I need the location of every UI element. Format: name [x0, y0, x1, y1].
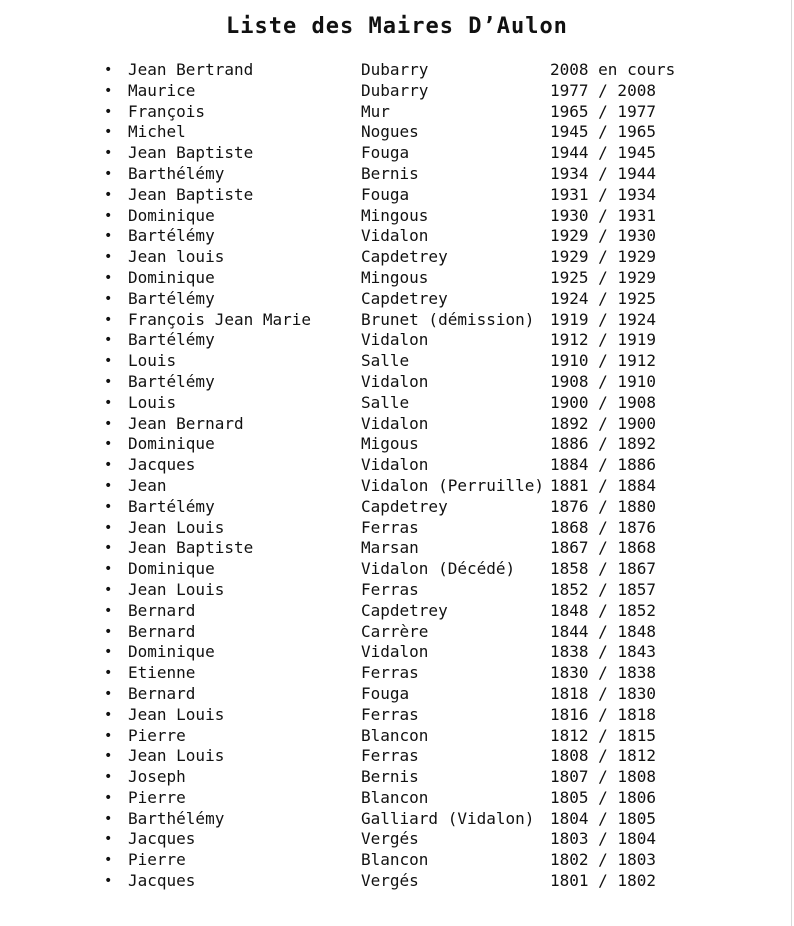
mayor-term-dates: 1884 / 1886 [550, 455, 656, 475]
bullet-icon: • [104, 228, 113, 245]
bullet-icon: • [104, 852, 113, 869]
mayor-last-name: Vidalon [361, 455, 429, 475]
mayor-term-dates: 1804 / 1805 [550, 808, 656, 828]
mayor-term-dates: 1910 / 1912 [550, 351, 656, 371]
mayor-last-name: Fouga [361, 184, 410, 204]
mayor-first-name: Jean Louis [128, 704, 225, 724]
mayor-term-dates: 1886 / 1892 [550, 434, 656, 454]
list-item [100, 60, 700, 81]
bullet-icon: • [104, 831, 113, 848]
list-item [100, 310, 700, 331]
list-item [100, 330, 700, 351]
list-item [100, 81, 700, 102]
mayor-first-name: Maurice [128, 80, 196, 100]
mayor-first-name: Jean Baptiste [128, 184, 254, 204]
page-title: Liste des Maires D’Aulon [226, 14, 568, 39]
mayor-term-dates: 1805 / 1806 [550, 787, 656, 807]
list-item [100, 642, 700, 663]
bullet-icon: • [104, 477, 113, 494]
mayor-last-name: Bernis [361, 163, 419, 183]
list-item [100, 372, 700, 393]
mayor-last-name: Blancon [361, 725, 429, 745]
mayor-last-name: Capdetrey [361, 600, 448, 620]
mayor-first-name: Jean Baptiste [128, 538, 254, 558]
list-item [100, 622, 700, 643]
bullet-icon: • [104, 62, 113, 78]
mayor-term-dates: 1944 / 1945 [550, 143, 656, 163]
mayor-first-name: Jean Baptiste [128, 143, 254, 163]
list-item [100, 206, 700, 227]
mayor-last-name: Vidalon [361, 413, 429, 433]
mayor-term-dates: 2008 en cours [550, 60, 676, 79]
mayor-first-name: Pierre [128, 725, 186, 745]
mayor-term-dates: 1925 / 1929 [550, 267, 656, 287]
list-item [100, 102, 700, 123]
mayor-last-name: Capdetrey [361, 247, 448, 267]
list-item [100, 476, 700, 497]
mayor-first-name: Jean Bertrand [128, 60, 254, 79]
mayor-first-name: Bartélémy [128, 330, 215, 350]
mayor-last-name: Salle [361, 351, 410, 371]
mayor-last-name: Brunet (démission) [361, 309, 535, 329]
bullet-icon: • [104, 124, 113, 141]
list-item [100, 538, 700, 559]
mayor-term-dates: 1801 / 1802 [550, 871, 656, 891]
mayor-term-dates: 1818 / 1830 [550, 683, 656, 703]
list-item [100, 497, 700, 518]
mayor-first-name: Jean Louis [128, 517, 225, 537]
list-item [100, 663, 700, 684]
mayor-last-name: Vidalon [361, 330, 429, 350]
mayor-term-dates: 1892 / 1900 [550, 413, 656, 433]
list-item [100, 601, 700, 622]
mayor-first-name: Louis [128, 392, 177, 412]
bullet-icon: • [104, 165, 113, 182]
mayor-first-name: François [128, 101, 206, 121]
mayor-last-name: Vidalon (Décédé) [361, 559, 516, 579]
mayor-term-dates: 1900 / 1908 [550, 392, 656, 412]
bullet-icon: • [104, 332, 113, 349]
bullet-icon: • [104, 290, 113, 307]
mayor-last-name: Capdetrey [361, 288, 448, 308]
mayor-term-dates: 1868 / 1876 [550, 517, 656, 537]
list-item [100, 850, 700, 871]
list-item [100, 559, 700, 580]
bullet-icon: • [104, 436, 113, 453]
mayor-term-dates: 1812 / 1815 [550, 725, 656, 745]
list-item [100, 143, 700, 164]
bullet-icon: • [104, 394, 113, 411]
bullet-icon: • [104, 207, 113, 224]
mayor-first-name: Barthélémy [128, 163, 225, 183]
bullet-icon: • [104, 789, 113, 806]
mayor-first-name: Jacques [128, 829, 196, 849]
mayor-last-name: Vergés [361, 829, 419, 849]
mayor-first-name: Jean Louis [128, 579, 225, 599]
mayor-term-dates: 1912 / 1919 [550, 330, 656, 350]
mayor-first-name: Dominique [128, 267, 215, 287]
list-item [100, 767, 700, 788]
mayor-last-name: Salle [361, 392, 410, 412]
mayor-term-dates: 1919 / 1924 [550, 309, 656, 329]
bullet-icon: • [104, 748, 113, 765]
mayor-term-dates: 1867 / 1868 [550, 538, 656, 558]
mayor-term-dates: 1816 / 1818 [550, 704, 656, 724]
mayor-first-name: Bartélémy [128, 288, 215, 308]
bullet-icon: • [104, 269, 113, 286]
list-item [100, 580, 700, 601]
mayor-first-name: Jean Louis [128, 746, 225, 766]
mayor-last-name: Dubarry [361, 60, 429, 79]
mayor-last-name: Mingous [361, 267, 429, 287]
mayor-last-name: Vidalon [361, 226, 429, 246]
mayor-term-dates: 1931 / 1934 [550, 184, 656, 204]
mayor-last-name: Vidalon [361, 371, 429, 391]
mayor-term-dates: 1876 / 1880 [550, 496, 656, 516]
list-item [100, 518, 700, 539]
mayor-first-name: Bernard [128, 600, 196, 620]
bullet-icon: • [104, 644, 113, 661]
mayor-first-name: Dominique [128, 434, 215, 454]
bullet-icon: • [104, 457, 113, 474]
mayor-first-name: Bartélémy [128, 226, 215, 246]
mayor-first-name: Louis [128, 351, 177, 371]
mayor-term-dates: 1945 / 1965 [550, 122, 656, 142]
bullet-icon: • [104, 249, 113, 266]
mayor-term-dates: 1852 / 1857 [550, 579, 656, 599]
mayor-last-name: Fouga [361, 143, 410, 163]
mayor-first-name: Bartélémy [128, 496, 215, 516]
mayor-first-name: Joseph [128, 767, 186, 787]
mayor-first-name: Pierre [128, 850, 186, 870]
mayor-term-dates: 1848 / 1852 [550, 600, 656, 620]
bullet-icon: • [104, 706, 113, 723]
mayor-last-name: Dubarry [361, 80, 429, 100]
mayor-first-name: François Jean Marie [128, 309, 312, 329]
mayor-term-dates: 1802 / 1803 [550, 850, 656, 870]
mayor-first-name: Barthélémy [128, 808, 225, 828]
mayor-first-name: Pierre [128, 787, 186, 807]
bullet-icon: • [104, 810, 113, 827]
bullet-icon: • [104, 540, 113, 557]
list-item [100, 434, 700, 455]
mayor-first-name: Jacques [128, 455, 196, 475]
mayor-last-name: Blancon [361, 787, 429, 807]
mayor-last-name: Bernis [361, 767, 419, 787]
bullet-icon: • [104, 665, 113, 682]
list-item [100, 164, 700, 185]
list-item [100, 414, 700, 435]
mayor-term-dates: 1881 / 1884 [550, 475, 656, 495]
bullet-icon: • [104, 186, 113, 203]
page-edge-line [791, 0, 792, 926]
mayor-term-dates: 1965 / 1977 [550, 101, 656, 121]
mayor-first-name: Dominique [128, 642, 215, 662]
mayor-first-name: Jacques [128, 871, 196, 891]
mayor-last-name: Vidalon [361, 642, 429, 662]
bullet-icon: • [104, 311, 113, 328]
list-item [100, 829, 700, 850]
list-item [100, 726, 700, 747]
bullet-icon: • [104, 602, 113, 619]
mayor-term-dates: 1838 / 1843 [550, 642, 656, 662]
mayor-first-name: Jean Bernard [128, 413, 244, 433]
bullet-icon: • [104, 581, 113, 598]
mayor-first-name: Bernard [128, 621, 196, 641]
list-item [100, 705, 700, 726]
mayor-last-name: Ferras [361, 517, 419, 537]
bullet-icon: • [104, 685, 113, 702]
mayor-term-dates: 1807 / 1808 [550, 767, 656, 787]
mayor-term-dates: 1977 / 2008 [550, 80, 656, 100]
mayor-term-dates: 1803 / 1804 [550, 829, 656, 849]
mayor-list [100, 60, 700, 892]
list-item [100, 393, 700, 414]
list-item [100, 268, 700, 289]
mayor-last-name: Ferras [361, 746, 419, 766]
list-item [100, 871, 700, 892]
mayor-last-name: Ferras [361, 704, 419, 724]
mayor-last-name: Vergés [361, 871, 419, 891]
list-item [100, 746, 700, 767]
bullet-icon: • [104, 623, 113, 640]
list-item [100, 247, 700, 268]
list-item [100, 809, 700, 830]
mayor-first-name: Jean [128, 475, 167, 495]
mayor-term-dates: 1808 / 1812 [550, 746, 656, 766]
mayor-term-dates: 1930 / 1931 [550, 205, 656, 225]
mayor-term-dates: 1858 / 1867 [550, 559, 656, 579]
mayor-term-dates: 1844 / 1848 [550, 621, 656, 641]
bullet-icon: • [104, 727, 113, 744]
bullet-icon: • [104, 561, 113, 578]
mayor-term-dates: 1924 / 1925 [550, 288, 656, 308]
bullet-icon: • [104, 519, 113, 536]
mayor-first-name: Dominique [128, 205, 215, 225]
mayor-last-name: Ferras [361, 663, 419, 683]
mayor-last-name: Ferras [361, 579, 419, 599]
mayor-term-dates: 1929 / 1929 [550, 247, 656, 267]
mayor-first-name: Michel [128, 122, 186, 142]
mayor-first-name: Bernard [128, 683, 196, 703]
mayor-last-name: Blancon [361, 850, 429, 870]
bullet-icon: • [104, 82, 113, 99]
list-item [100, 788, 700, 809]
list-item [100, 684, 700, 705]
mayor-first-name: Etienne [128, 663, 196, 683]
mayor-last-name: Capdetrey [361, 496, 448, 516]
mayor-term-dates: 1934 / 1944 [550, 163, 656, 183]
mayor-last-name: Mur [361, 101, 390, 121]
mayor-term-dates: 1830 / 1838 [550, 663, 656, 683]
mayor-last-name: Migous [361, 434, 419, 454]
mayor-last-name: Vidalon (Perruille) [361, 475, 545, 495]
mayor-first-name: Jean louis [128, 247, 225, 267]
list-item [100, 185, 700, 206]
mayor-last-name: Galliard (Vidalon) [361, 808, 535, 828]
list-item [100, 226, 700, 247]
mayor-last-name: Carrère [361, 621, 429, 641]
bullet-icon: • [104, 498, 113, 515]
list-item [100, 351, 700, 372]
mayor-last-name: Nogues [361, 122, 419, 142]
bullet-icon: • [104, 145, 113, 162]
mayor-term-dates: 1908 / 1910 [550, 371, 656, 391]
mayor-first-name: Dominique [128, 559, 215, 579]
list-item [100, 289, 700, 310]
bullet-icon: • [104, 103, 113, 120]
list-item [100, 122, 700, 143]
bullet-icon: • [104, 415, 113, 432]
mayor-last-name: Fouga [361, 683, 410, 703]
bullet-icon: • [104, 353, 113, 370]
mayor-first-name: Bartélémy [128, 371, 215, 391]
mayor-term-dates: 1929 / 1930 [550, 226, 656, 246]
list-item [100, 455, 700, 476]
mayor-last-name: Mingous [361, 205, 429, 225]
mayor-last-name: Marsan [361, 538, 419, 558]
bullet-icon: • [104, 373, 113, 390]
bullet-icon: • [104, 873, 113, 890]
bullet-icon: • [104, 769, 113, 786]
